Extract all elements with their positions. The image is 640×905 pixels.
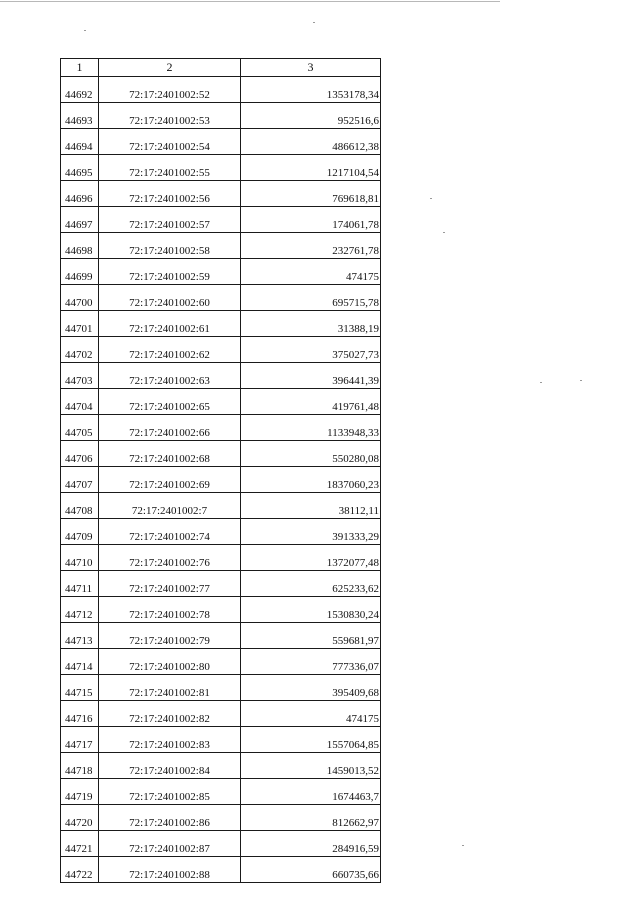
cadastral-number-cell: 72:17:2401002:84 [99,753,241,779]
row-number-cell: 44696 [61,181,99,207]
cadastral-number-cell: 72:17:2401002:59 [99,259,241,285]
cadastral-number-cell: 72:17:2401002:52 [99,77,241,103]
value-cell: 952516,6 [241,103,381,129]
table-row [61,181,381,207]
row-number-cell: 44706 [61,441,99,467]
row-number-cell: 44694 [61,129,99,155]
row-number-cell: 44702 [61,337,99,363]
table-row [61,207,381,233]
row-number-cell: 44708 [61,493,99,519]
value-cell: 695715,78 [241,285,381,311]
table-body [61,77,381,883]
value-cell: 174061,78 [241,207,381,233]
value-cell: 1837060,23 [241,467,381,493]
value-cell: 474175 [241,701,381,727]
column-header-1: 1 [61,59,99,77]
value-cell: 395409,68 [241,675,381,701]
column-header-2: 2 [99,59,241,77]
table-header [61,59,381,77]
scan-edge-line [0,1,500,2]
value-cell: 31388,19 [241,311,381,337]
cadastral-number-cell: 72:17:2401002:69 [99,467,241,493]
scan-speck [462,845,464,846]
row-number-cell: 44710 [61,545,99,571]
cadastral-number-cell: 72:17:2401002:66 [99,415,241,441]
table-row [61,805,381,831]
row-number-cell: 44693 [61,103,99,129]
cadastral-number-cell: 72:17:2401002:62 [99,337,241,363]
table-row [61,259,381,285]
value-cell: 38112,11 [241,493,381,519]
row-number-cell: 44721 [61,831,99,857]
value-cell: 419761,48 [241,389,381,415]
value-cell: 391333,29 [241,519,381,545]
row-number-cell: 44717 [61,727,99,753]
table-row [61,675,381,701]
table-row [61,753,381,779]
header-row [61,59,381,77]
row-number-cell: 44700 [61,285,99,311]
table-row [61,233,381,259]
value-cell: 1557064,85 [241,727,381,753]
cadastral-number-cell: 72:17:2401002:7 [99,493,241,519]
row-number-cell: 44712 [61,597,99,623]
cadastral-number-cell: 72:17:2401002:76 [99,545,241,571]
row-number-cell: 44701 [61,311,99,337]
table-row [61,285,381,311]
cadastral-number-cell: 72:17:2401002:53 [99,103,241,129]
table-row [61,77,381,103]
cadastral-number-cell: 72:17:2401002:61 [99,311,241,337]
table-row [61,727,381,753]
row-number-cell: 44714 [61,649,99,675]
table-row [61,623,381,649]
scan-speck [540,382,542,383]
value-cell: 284916,59 [241,831,381,857]
value-cell: 474175 [241,259,381,285]
value-cell: 375027,73 [241,337,381,363]
row-number-cell: 44722 [61,857,99,883]
value-cell: 1353178,34 [241,77,381,103]
table-row [61,363,381,389]
row-number-cell: 44716 [61,701,99,727]
cadastral-number-cell: 72:17:2401002:54 [99,129,241,155]
row-number-cell: 44707 [61,467,99,493]
cadastral-number-cell: 72:17:2401002:57 [99,207,241,233]
cadastral-number-cell: 72:17:2401002:88 [99,857,241,883]
cadastral-number-cell: 72:17:2401002:81 [99,675,241,701]
row-number-cell: 44718 [61,753,99,779]
table-row [61,103,381,129]
value-cell: 769618,81 [241,181,381,207]
value-cell: 777336,07 [241,649,381,675]
value-cell: 625233,62 [241,571,381,597]
value-cell: 812662,97 [241,805,381,831]
cadastral-number-cell: 72:17:2401002:58 [99,233,241,259]
table-row [61,857,381,883]
table-row [61,649,381,675]
table-row [61,129,381,155]
table-row [61,571,381,597]
value-cell: 1217104,54 [241,155,381,181]
row-number-cell: 44697 [61,207,99,233]
table-row [61,701,381,727]
row-number-cell: 44713 [61,623,99,649]
value-cell: 550280,08 [241,441,381,467]
cadastral-number-cell: 72:17:2401002:78 [99,597,241,623]
row-number-cell: 44703 [61,363,99,389]
table-row [61,441,381,467]
cadastral-number-cell: 72:17:2401002:63 [99,363,241,389]
value-cell: 1674463,7 [241,779,381,805]
table-row [61,467,381,493]
value-cell: 1459013,52 [241,753,381,779]
cadastral-number-cell: 72:17:2401002:65 [99,389,241,415]
registry-table [60,58,381,883]
row-number-cell: 44715 [61,675,99,701]
row-number-cell: 44711 [61,571,99,597]
table-row [61,519,381,545]
scan-speck [443,232,445,233]
column-header-3: 3 [241,59,381,77]
scan-speck [84,30,86,31]
scan-speck [313,22,315,23]
cadastral-number-cell: 72:17:2401002:80 [99,649,241,675]
value-cell: 1530830,24 [241,597,381,623]
cadastral-number-cell: 72:17:2401002:68 [99,441,241,467]
cadastral-number-cell: 72:17:2401002:56 [99,181,241,207]
row-number-cell: 44720 [61,805,99,831]
row-number-cell: 44698 [61,233,99,259]
table-row [61,831,381,857]
table-row [61,779,381,805]
table-row [61,389,381,415]
cadastral-number-cell: 72:17:2401002:74 [99,519,241,545]
table-row [61,545,381,571]
value-cell: 232761,78 [241,233,381,259]
cadastral-number-cell: 72:17:2401002:55 [99,155,241,181]
value-cell: 1133948,33 [241,415,381,441]
cadastral-number-cell: 72:17:2401002:86 [99,805,241,831]
row-number-cell: 44719 [61,779,99,805]
row-number-cell: 44704 [61,389,99,415]
value-cell: 1372077,48 [241,545,381,571]
row-number-cell: 44699 [61,259,99,285]
table-row [61,155,381,181]
row-number-cell: 44705 [61,415,99,441]
table-row [61,493,381,519]
cadastral-number-cell: 72:17:2401002:77 [99,571,241,597]
cadastral-number-cell: 72:17:2401002:79 [99,623,241,649]
value-cell: 486612,38 [241,129,381,155]
cadastral-number-cell: 72:17:2401002:82 [99,701,241,727]
scan-speck [430,198,432,199]
cadastral-number-cell: 72:17:2401002:83 [99,727,241,753]
table-row [61,415,381,441]
value-cell: 396441,39 [241,363,381,389]
cadastral-number-cell: 72:17:2401002:85 [99,779,241,805]
row-number-cell: 44695 [61,155,99,181]
table-row [61,337,381,363]
row-number-cell: 44709 [61,519,99,545]
row-number-cell: 44692 [61,77,99,103]
table-row [61,597,381,623]
cadastral-number-cell: 72:17:2401002:87 [99,831,241,857]
scan-speck [580,380,582,381]
value-cell: 660735,66 [241,857,381,883]
table-row [61,311,381,337]
cadastral-number-cell: 72:17:2401002:60 [99,285,241,311]
value-cell: 559681,97 [241,623,381,649]
